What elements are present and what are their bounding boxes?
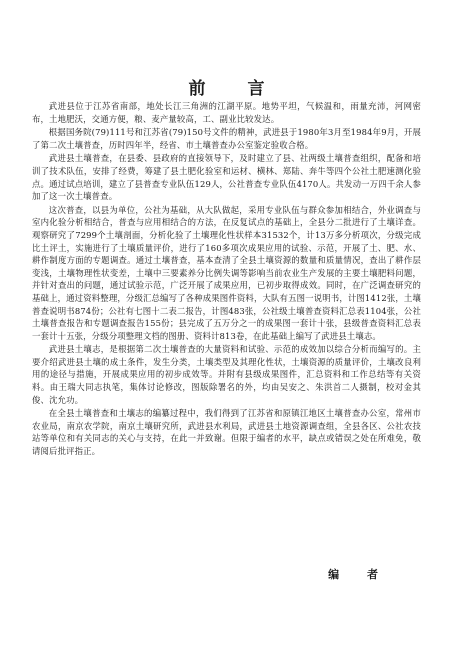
- paragraph: 在全县土壤普查和土壤志的编纂过程中，我们得到了江苏省和原镇江地区土壤普查办公室，常州市农业局，南京农学院，南京土壤研究所，武进县水利局，武进县土地资源调查组，全县各区、公社农技站等单位和有关同志的关心与支持，在此一并致谢。但限于编者的水平，缺点或错误之处在所难免，敬请阅后批评指正。: [32, 408, 421, 457]
- page-title: 前 言: [188, 79, 283, 99]
- paragraph: 武进县土壤志，是根据第二次土壤普查的大量资料和试验、示范的成效加以综合分析而编写的。主要介绍武进县土壤的成土条件，发生分类，土壤类型及其理化性状，土壤资源的质量评价，土壤改良利用的途径与措施，开展成果应用的初步成效等。并附有县级成果图件，汇总资料和工作总结等有关资料。由王瑞大同志执笔，集体讨论修改，图版除署名的外，均由吴安之、朱洪首二人摄制，校对金其俊、沈允功。: [32, 344, 421, 405]
- author-signature: 编 者: [328, 568, 390, 581]
- paragraph: 这次普查，以县为单位，公社为基础，从大队做起，采用专业队伍与群众参加相结合，外业调查与室内化验分析相结合，普查与应用相结合的方法，在反复试点的基础上，全县分二批进行了土壤详查。观察研究了7299个土壤剖面，分析化验了土壤理化性状样本31532个，计13万多分析项次，分级完成比土评土，实施进行了土壤质量评价，进行了160多项次成果应用的试验、示范，开展了土、肥、水、耕作制度方面的专题调查。通过土壤普查，基本查清了全县土壤资源的数量和质量情况，查出了耕作层变浅，土壤物理性状变差，土壤中三要素养分比例失调等影响当前农业生产发展的主要土壤肥料问题，并针对查出的问题，通过试验示范，广泛开展了成果应用，已初步取得成效。同时，在广泛调查研究的基础上，通过资料整理，分级汇总编写了各种成果图件资料，大队有五图一说明书，计图1412张，土壤普查说明书874份；公社有七图十二表二报告，计图483张，公社级土壤普查资料汇总表1104张，公社土壤普查报告和专题调查报告155份；县完成了五万分之一的成果图一套计十张，县级普查资料汇总表一套计十五张，分级分项整理文档的图册、资料计813卷，在此基础上编写了武进县土壤志。: [32, 204, 421, 341]
- preface-body: [32, 100, 421, 458]
- paragraph: 武进县土壤普查，在县委、县政府的直接领导下，及时建立了县、社两级土壤普查组织，配备和培训了技术队伍，安排了经费，筹建了县土肥化验室和运材、横林、郑陆、奔牛等四个公社土肥速测化验点。通过试点培训，建立了县普查专业队伍129人，公社普查专业队伍4170人。共发动一万四千余人参加了这一次土壤普查。: [32, 153, 421, 202]
- paragraph: 根据国务院(79)111号和江苏省(79)150号文件的精神，武进县于1980年3月至1984年9月，开展了第二次土壤普查，历时四年半，经省、市土壤普查办公室鉴定验收合格。: [32, 127, 421, 150]
- paragraph: 武进县位于江苏省南部，地处长江三角洲的江湖平原。地势平坦，气候温和，雨量充沛，河网密布，土地肥沃，交通方便，粮、麦产量较高，工、副业比较发达。: [32, 101, 421, 124]
